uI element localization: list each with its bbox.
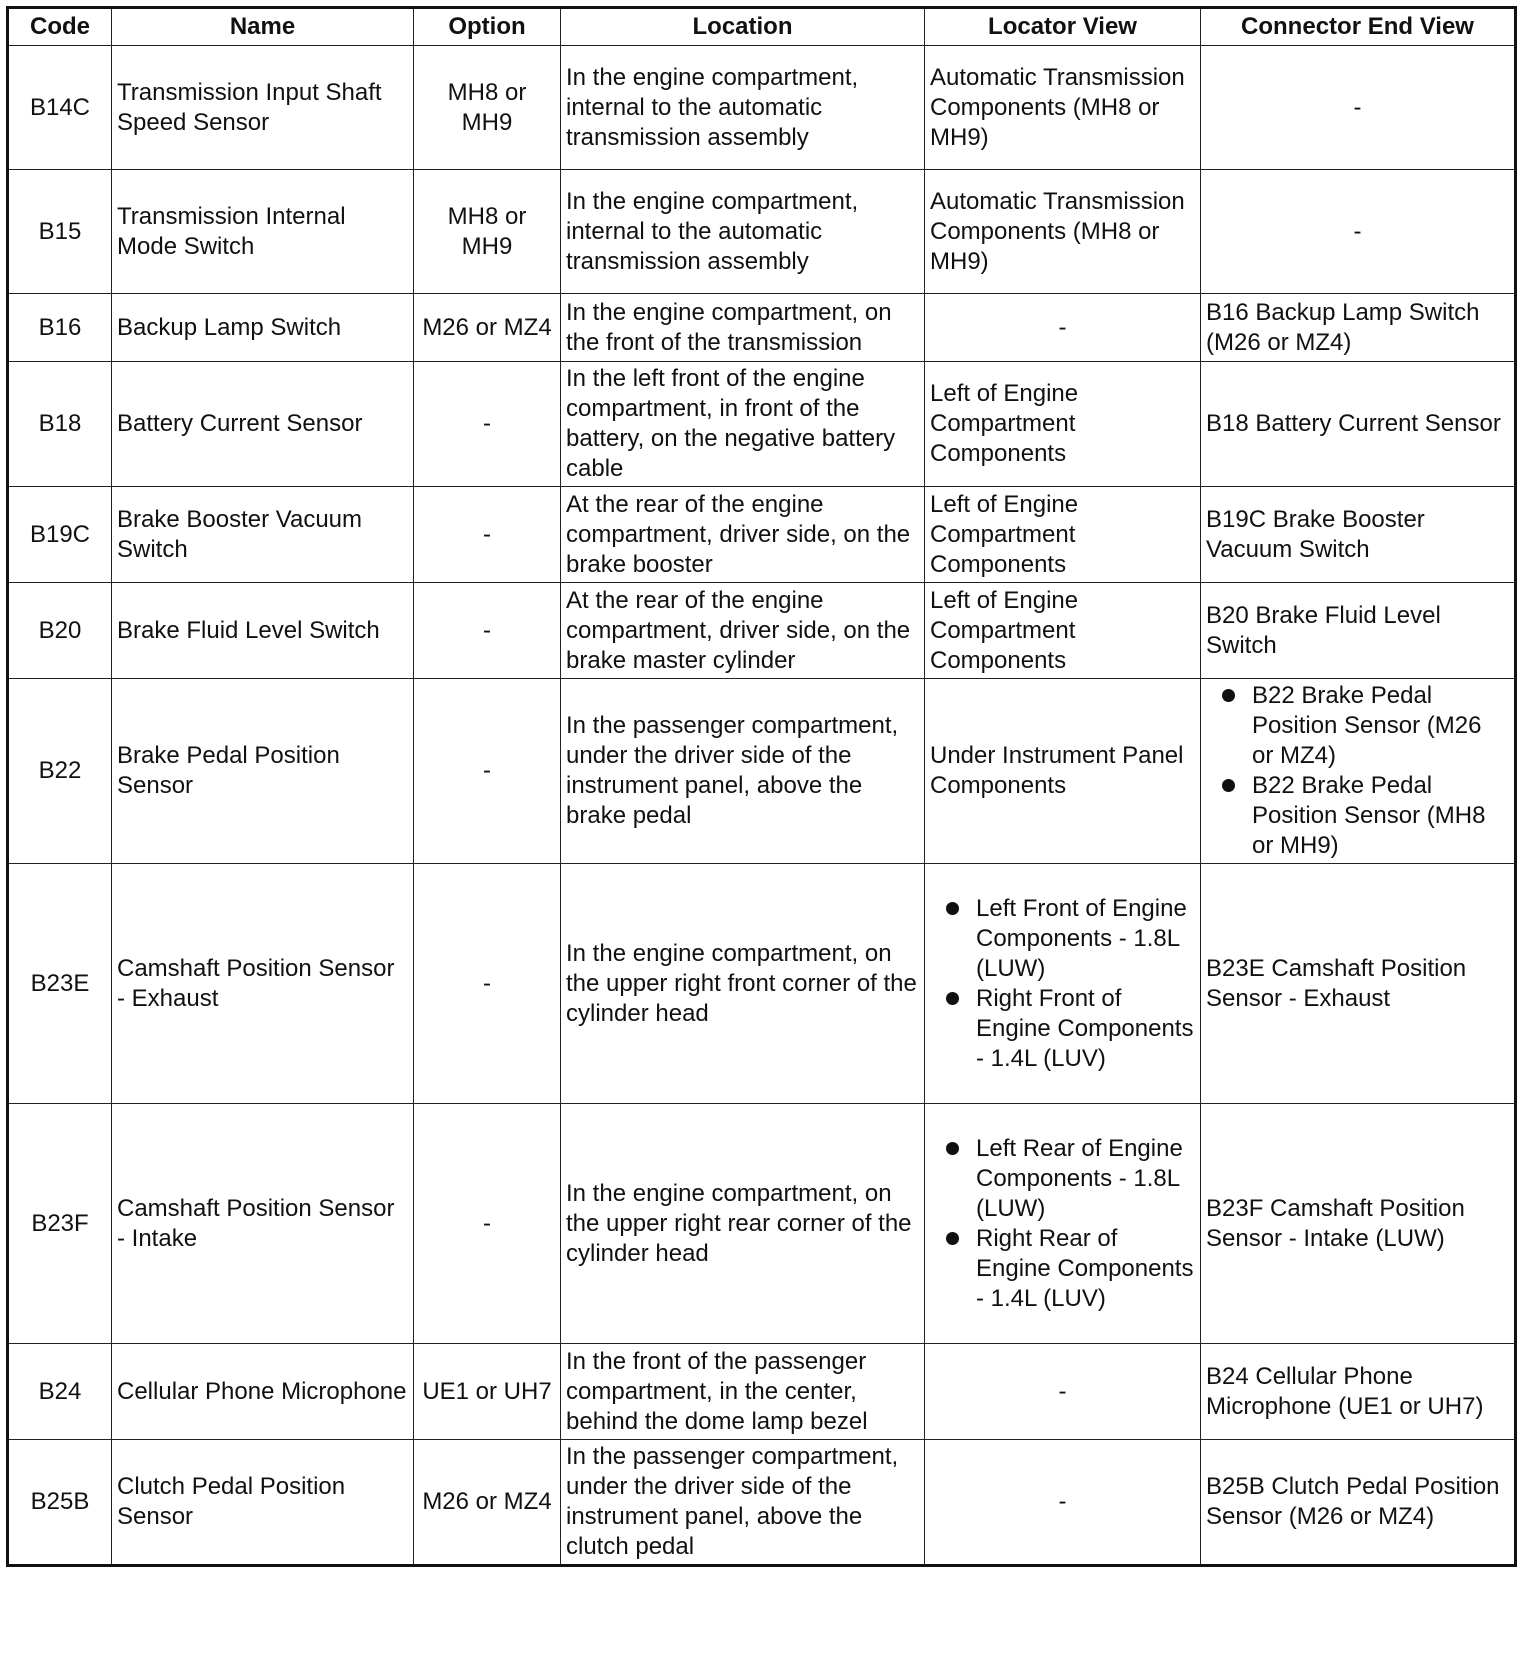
table-header-row [8, 8, 1516, 46]
location-cell: In the engine compartment, on the upper right rear corner of the cylinder head [561, 1104, 925, 1344]
table-row [8, 864, 1516, 1104]
table-row [8, 1440, 1516, 1566]
code-cell: B22 [8, 679, 112, 864]
code-cell: B23E [8, 864, 112, 1104]
option-cell: M26 or MZ4 [414, 1440, 561, 1566]
table-row [8, 362, 1516, 487]
name-cell: Battery Current Sensor [112, 362, 414, 487]
name-cell: Brake Pedal Position Sensor [112, 679, 414, 864]
code-cell: B19C [8, 487, 112, 583]
table-row [8, 583, 1516, 679]
location-cell: In the left front of the engine compartment, in front of the battery, on the negative battery cable [561, 362, 925, 487]
name-cell: Cellular Phone Microphone [112, 1344, 414, 1440]
location-cell: In the engine compartment, on the front of the transmission [561, 294, 925, 362]
location-cell: In the passenger compartment, under the driver side of the instrument panel, above the brake pedal [561, 679, 925, 864]
locator-view-cell [925, 1104, 1201, 1344]
locator-view-cell: - [925, 1344, 1201, 1440]
connector-end-view-cell: - [1201, 46, 1516, 170]
header-name: Name [112, 8, 414, 46]
locator-view-cell: Under Instrument Panel Components [925, 679, 1201, 864]
code-cell: B24 [8, 1344, 112, 1440]
option-cell: - [414, 487, 561, 583]
locator-view-cell: Left of Engine Compartment Components [925, 583, 1201, 679]
bullet-item: Left Front of Engine Components - 1.8L (LUW) [930, 894, 1195, 984]
option-cell: - [414, 1104, 561, 1344]
table-row [8, 1344, 1516, 1440]
locator-view-cell-list [930, 894, 1195, 1074]
code-cell: B20 [8, 583, 112, 679]
connector-end-view-cell: B20 Brake Fluid Level Switch [1201, 583, 1516, 679]
connector-end-view-cell: B18 Battery Current Sensor [1201, 362, 1516, 487]
table-row [8, 294, 1516, 362]
locator-view-cell: Left of Engine Compartment Components [925, 362, 1201, 487]
bullet-item: Right Front of Engine Components - 1.4L (LUV) [930, 984, 1195, 1074]
location-cell: At the rear of the engine compartment, driver side, on the brake master cylinder [561, 583, 925, 679]
header-option: Option [414, 8, 561, 46]
connector-table-wrapper [6, 6, 1514, 1567]
location-cell: At the rear of the engine compartment, driver side, on the brake booster [561, 487, 925, 583]
locator-view-cell: Automatic Transmission Components (MH8 or MH9) [925, 46, 1201, 170]
code-cell: B25B [8, 1440, 112, 1566]
option-cell: M26 or MZ4 [414, 294, 561, 362]
locator-view-cell: - [925, 1440, 1201, 1566]
table-row [8, 170, 1516, 294]
header-code: Code [8, 8, 112, 46]
connector-end-view-cell-list [1206, 681, 1509, 861]
location-cell: In the engine compartment, internal to the automatic transmission assembly [561, 170, 925, 294]
location-cell: In the front of the passenger compartment, in the center, behind the dome lamp bezel [561, 1344, 925, 1440]
locator-view-cell: Left of Engine Compartment Components [925, 487, 1201, 583]
connector-end-view-cell: B23E Camshaft Position Sensor - Exhaust [1201, 864, 1516, 1104]
code-cell: B18 [8, 362, 112, 487]
code-cell: B23F [8, 1104, 112, 1344]
connector-end-view-cell: B23F Camshaft Position Sensor - Intake (LUW) [1201, 1104, 1516, 1344]
code-cell: B16 [8, 294, 112, 362]
option-cell: - [414, 679, 561, 864]
name-cell: Brake Fluid Level Switch [112, 583, 414, 679]
name-cell: Brake Booster Vacuum Switch [112, 487, 414, 583]
name-cell: Transmission Input Shaft Speed Sensor [112, 46, 414, 170]
locator-view-cell: - [925, 294, 1201, 362]
header-locator-view: Locator View [925, 8, 1201, 46]
location-cell: In the engine compartment, on the upper right front corner of the cylinder head [561, 864, 925, 1104]
option-cell: - [414, 864, 561, 1104]
bullet-item: Right Rear of Engine Components - 1.4L (LUV) [930, 1224, 1195, 1314]
connector-end-view-cell: - [1201, 170, 1516, 294]
option-cell: - [414, 583, 561, 679]
code-cell: B15 [8, 170, 112, 294]
name-cell: Transmission Internal Mode Switch [112, 170, 414, 294]
location-cell: In the engine compartment, internal to the automatic transmission assembly [561, 46, 925, 170]
name-cell: Backup Lamp Switch [112, 294, 414, 362]
locator-view-cell-list [930, 1134, 1195, 1314]
name-cell: Camshaft Position Sensor - Exhaust [112, 864, 414, 1104]
connector-end-view-cell [1201, 679, 1516, 864]
location-cell: In the passenger compartment, under the driver side of the instrument panel, above the clutch pedal [561, 1440, 925, 1566]
table-body [8, 46, 1516, 1566]
table-row [8, 46, 1516, 170]
option-cell: - [414, 362, 561, 487]
option-cell: MH8 or MH9 [414, 170, 561, 294]
header-connector-end-view: Connector End View [1201, 8, 1516, 46]
name-cell: Camshaft Position Sensor - Intake [112, 1104, 414, 1344]
table-row [8, 679, 1516, 864]
option-cell: MH8 or MH9 [414, 46, 561, 170]
connector-end-view-cell: B19C Brake Booster Vacuum Switch [1201, 487, 1516, 583]
bullet-item: B22 Brake Pedal Position Sensor (MH8 or MH9) [1206, 771, 1509, 861]
locator-view-cell: Automatic Transmission Components (MH8 or MH9) [925, 170, 1201, 294]
locator-view-cell [925, 864, 1201, 1104]
table-row [8, 1104, 1516, 1344]
name-cell: Clutch Pedal Position Sensor [112, 1440, 414, 1566]
bullet-item: Left Rear of Engine Components - 1.8L (LUW) [930, 1134, 1195, 1224]
component-locator-table [6, 6, 1517, 1567]
connector-end-view-cell: B24 Cellular Phone Microphone (UE1 or UH7) [1201, 1344, 1516, 1440]
connector-end-view-cell: B25B Clutch Pedal Position Sensor (M26 or MZ4) [1201, 1440, 1516, 1566]
option-cell: UE1 or UH7 [414, 1344, 561, 1440]
table-row [8, 487, 1516, 583]
header-location: Location [561, 8, 925, 46]
bullet-item: B22 Brake Pedal Position Sensor (M26 or MZ4) [1206, 681, 1509, 771]
code-cell: B14C [8, 46, 112, 170]
connector-end-view-cell: B16 Backup Lamp Switch (M26 or MZ4) [1201, 294, 1516, 362]
